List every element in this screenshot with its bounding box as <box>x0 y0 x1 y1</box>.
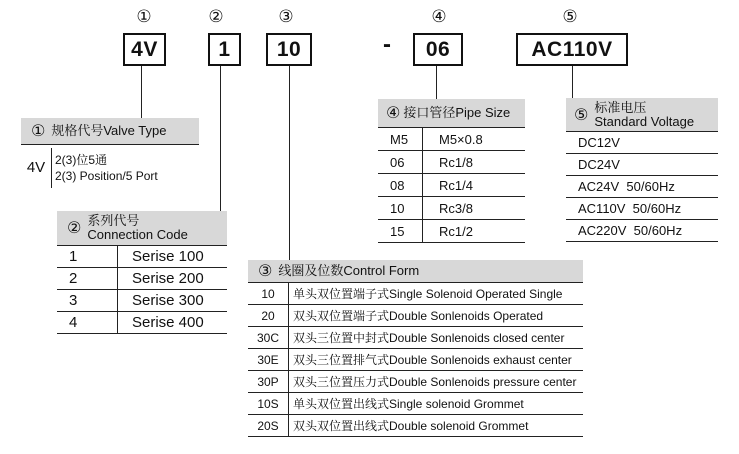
control-panel <box>248 260 583 437</box>
table-row <box>378 197 525 220</box>
table-row <box>378 128 525 151</box>
pipe-size: Rc1/2 <box>423 220 526 243</box>
voltage-value: AC110V 50/60Hz <box>566 198 718 220</box>
control-desc: 双头三位置排气式Double Sonlenoids exhaust center <box>289 349 584 371</box>
code-box-pipe: 06 <box>413 33 463 66</box>
pipe-panel <box>378 99 525 243</box>
connector-line-5 <box>572 66 573 98</box>
pipe-table <box>378 128 525 243</box>
table-row <box>57 268 227 290</box>
connection-code: 3 <box>57 290 118 312</box>
valve-type-line-2: 2(3) Position/5 Port <box>55 168 158 183</box>
pipe-size: M5×0.8 <box>423 128 526 151</box>
valve-type-marker: ① <box>31 121 46 140</box>
control-header <box>248 260 583 283</box>
connector-line-3 <box>289 66 290 260</box>
connection-header <box>57 211 227 246</box>
valve-type-code: 4V <box>21 148 52 188</box>
connection-title-en: Connection Code <box>87 227 188 242</box>
connector-line-2 <box>220 66 221 211</box>
table-row <box>248 393 583 415</box>
pipe-size: Rc3/8 <box>423 197 526 220</box>
table-row <box>57 246 227 268</box>
table-row <box>566 176 718 198</box>
pipe-code: 15 <box>378 220 423 243</box>
valve-type-title: 规格代号Valve Type <box>51 123 167 138</box>
voltage-title-cn: 标准电压 <box>594 99 647 115</box>
table-row <box>378 174 525 197</box>
table-row <box>566 220 718 242</box>
connection-table <box>57 246 227 334</box>
connection-code: 1 <box>57 246 118 268</box>
code-box-connection: 1 <box>208 33 241 66</box>
control-table <box>248 283 583 437</box>
control-desc: 单头双位置出线式Single solenoid Grommet <box>289 393 584 415</box>
voltage-table <box>566 132 718 242</box>
pipe-size: Rc1/8 <box>423 151 526 174</box>
voltage-header <box>566 98 718 132</box>
code-box-voltage: AC110V <box>516 33 628 66</box>
table-row <box>248 283 583 305</box>
control-desc: 双头双位置端子式Double Sonlenoids Operated <box>289 305 584 327</box>
control-code: 20 <box>248 305 289 327</box>
pipe-header <box>378 99 525 128</box>
connection-code: 4 <box>57 312 118 334</box>
pipe-marker: ④ <box>386 103 401 122</box>
voltage-value: AC24V 50/60Hz <box>566 176 718 198</box>
control-title: 线圈及位数Control Form <box>278 263 420 278</box>
table-row <box>378 151 525 174</box>
voltage-marker: ⑤ <box>574 104 589 124</box>
pipe-code: M5 <box>378 128 423 151</box>
pipe-size: Rc1/4 <box>423 174 526 197</box>
connection-code: 2 <box>57 268 118 290</box>
table-row <box>57 312 227 334</box>
pipe-code: 10 <box>378 197 423 220</box>
voltage-value: DC24V <box>566 154 718 176</box>
voltage-value: AC220V 50/60Hz <box>566 220 718 242</box>
table-row <box>248 349 583 371</box>
connection-title-cn: 系列代号 <box>87 213 140 228</box>
control-code: 30E <box>248 349 289 371</box>
pipe-code: 08 <box>378 174 423 197</box>
control-marker: ③ <box>258 261 273 280</box>
pipe-title: 接口管径Pipe Size <box>403 105 511 120</box>
control-desc: 双头三位置压力式Double Sonlenoids pressure center <box>289 371 584 393</box>
marker-3: ③ <box>278 7 294 27</box>
control-code: 30C <box>248 327 289 349</box>
connection-name: Serise 300 <box>118 290 228 312</box>
control-code: 10 <box>248 283 289 305</box>
marker-2: ② <box>208 7 224 27</box>
table-row <box>566 198 718 220</box>
marker-5: ⑤ <box>562 7 578 27</box>
table-row <box>378 220 525 243</box>
control-desc: 双头三位置中封式Double Sonlenoids closed center <box>289 327 584 349</box>
valve-type-panel <box>21 118 199 190</box>
voltage-value: DC12V <box>566 132 718 154</box>
control-code: 10S <box>248 393 289 415</box>
code-separator: - <box>383 31 391 58</box>
control-desc: 双头双位置出线式Double solenoid Grommet <box>289 415 584 437</box>
connection-name: Serise 400 <box>118 312 228 334</box>
connection-name: Serise 100 <box>118 246 228 268</box>
control-desc: 单头双位置端子式Single Solenoid Operated Single <box>289 283 584 305</box>
table-row <box>248 327 583 349</box>
pipe-code: 06 <box>378 151 423 174</box>
marker-4: ④ <box>431 7 447 27</box>
table-row <box>566 154 718 176</box>
table-row <box>248 305 583 327</box>
voltage-panel <box>566 98 718 242</box>
valve-type-header <box>21 118 199 145</box>
connector-line-4 <box>436 66 437 99</box>
marker-1: ① <box>136 7 152 27</box>
table-row <box>248 415 583 437</box>
connection-marker: ② <box>67 218 82 237</box>
table-row <box>566 132 718 154</box>
connection-panel <box>57 211 227 334</box>
table-row <box>57 290 227 312</box>
valve-type-line-1: 2(3)位5通 <box>55 152 108 167</box>
connector-line-1 <box>141 66 142 118</box>
connection-name: Serise 200 <box>118 268 228 290</box>
code-box-control: 10 <box>266 33 312 66</box>
control-code: 30P <box>248 371 289 393</box>
table-row <box>248 371 583 393</box>
voltage-title-en: Standard Voltage <box>594 113 695 129</box>
control-code: 20S <box>248 415 289 437</box>
code-box-valve-type: 4V <box>123 33 166 66</box>
valve-type-body <box>21 145 199 190</box>
